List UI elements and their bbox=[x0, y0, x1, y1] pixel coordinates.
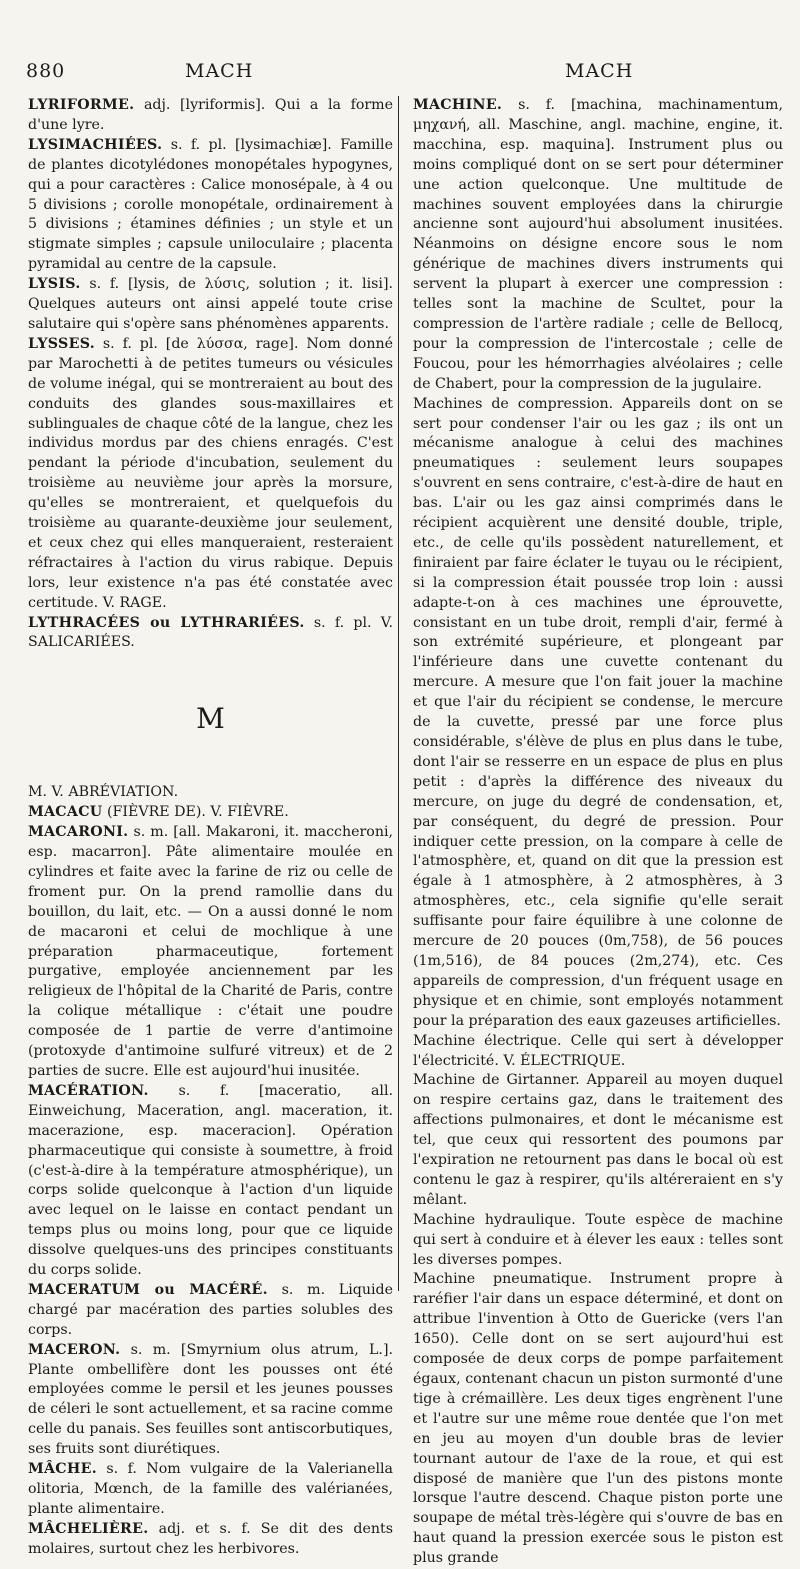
entry-text: s. m. Liquide chargé par macération des parties solubles des corps. bbox=[28, 1281, 393, 1338]
entry-text: s. f. [maceratio, all. Einweichung, Maceration, angl. maceration, it. macerazione, esp. maceracion]. Opération pharmaceutique qui consiste à soumettre, à froid (c'est-à-dire à la température atmosphérique), un corps solide quelconque à l'action d'un liquide avec lequel on le laisse en contact pendant un temps plus ou moins long, pour que ce liquide dissolve quelques-uns des principes constituants du corps solide. bbox=[28, 1082, 394, 1279]
right-column bbox=[413, 96, 783, 1569]
sub-entry bbox=[413, 1211, 783, 1271]
sub-entry bbox=[413, 1071, 783, 1210]
dictionary-entry bbox=[28, 335, 393, 614]
entry-text: s. f. [machina, machinamentum, μηχανή, all. Maschine, angl. machine, engine, it. macchina, esp. maquina]. Instrument plus ou moins compliqué dont on se sert pour déterminer une action quelconque. Une multitude de machines souvent employées dans la chirurgie ancienne sont aujourd'hui absolument inusitées. Néanmoins on désigne encore sous le nom générique de machines divers instruments qui servent la plupart à exercer une compression : telles sont la machine de Scultet, pour la compression de l'artère radiale ; celle de Bellocq, pour la compression de l'intercostale ; celle de Foucou, pour les hémorrhagies alvéolaires ; celle de Chabert, pour la compression de la jugulaire. bbox=[413, 97, 783, 392]
sub-entry bbox=[413, 395, 783, 1032]
entry-text: s. f. pl. [lysimachiæ]. Famille de plantes dicotylédones monopétales hypogynes, qui a pour caractères : Calice monosépale, à 4 ou 5 divisions ; corolle monopétale, ordinairement à 5 divisions ; étamines définies ; un style et un stigmate simples ; capsule uniloculaire ; placenta pyramidal au centre de la capsule. bbox=[28, 136, 393, 273]
dictionary-entry bbox=[413, 96, 783, 395]
headword: MACÉRATION. bbox=[28, 1082, 149, 1099]
entry-text: Machine de Girtanner. Appareil au moyen duquel on respire certains gaz, dans le traitement des affections pulmonaires, et dont le mécanisme est tel, que ceux qui ressortent des poumons par l'expiration ne retournent pas dans le bocal où est contenu le gaz à respirer, qu'ils altéreraient en s'y mêlant. bbox=[413, 1072, 783, 1208]
headword: LYRIFORME. bbox=[28, 97, 135, 113]
entry-text: (FIÈVRE DE). V. FIÈVRE. bbox=[107, 804, 289, 821]
dictionary-entry bbox=[28, 1281, 393, 1341]
page-number: 880 bbox=[26, 60, 66, 82]
entry-text: s. m. [Smyrnium olus atrum, L.]. Plante ombellifère dont les pousses ont été employées comme le persil et les jeunes pousses de céleri le sont actuellement, et sa racine comme celle du panais. Ses feuilles sont antiscorbutiques, ses fruits sont diurétiques. bbox=[28, 1341, 393, 1458]
headword: MACHINE. bbox=[413, 97, 503, 113]
dictionary-entry bbox=[28, 1082, 393, 1281]
dictionary-entry bbox=[28, 275, 393, 335]
headword: MACERATUM ou MACÉRÉ. bbox=[28, 1281, 268, 1298]
entry-text: Machines de compression. Appareils dont on se sert pour condenser l'air ou les gaz ; ils ont un mécanisme analogue à celui des machines pneumatiques : seulement leurs soupapes s'ouvrent en sens contraire, c'est-à-dire de haut en bas. L'air ou les gaz ainsi comprimés dans le récipient acquièrent une densité double, triple, etc., de celle qu'ils possèdent naturellement, et finiraient par faire éclater le tuyau ou le récipient, si la compression était poussée trop loin : aussi adapte-t-on à ces machines une éprouvette, consistant en un tube droit, rempli d'air, fermé à son extrémité supérieure, et plongeant par l'inférieure dans une cuvette contenant du mercure. A mesure que l'on fait jouer la machine et que l'air du récipient se condense, le mercure de la cuvette, pressé par une force plus considérable, s'élève de plus en plus dans le tube, dont l'air se resserre en un espace de plus en plus petit : d'après la différence des niveaux du mercure, on juge du degré de condensation, et, par conséquent, du degré de pression. Pour indiquer cette pression, on la compare à celle de l'atmosphère, et, quand on dit que la pression est égale à 1 atmosphère, à 2 atmosphères, à 3 atmosphères, etc., cela signifie qu'elle serait suffisante pour faire équilibre à une colonne de mercure de 20 pouces (0m,758), de 56 pouces (1m,516), de 84 pouces (2m,274), etc. Ces appareils de compression, d'un fréquent usage en physique et en chimie, sont employés notamment pour la préparation des eaux gazeuses artificielles. bbox=[413, 395, 783, 1029]
entry-text: adj. et s. f. Se dit des dents molaires, surtout chez les herbivores. bbox=[28, 1520, 393, 1557]
entry-text: Machine électrique. Celle qui sert à développer l'électricité. V. ÉLECTRIQUE. bbox=[413, 1032, 783, 1069]
dictionary-entry bbox=[28, 1520, 393, 1560]
entry-text: s. f. pl. V. SALICARIÉES. bbox=[28, 614, 393, 651]
headword: MACARONI. bbox=[28, 824, 129, 841]
dictionary-entry bbox=[28, 614, 393, 654]
headword: MÂCHE. bbox=[28, 1461, 97, 1478]
sub-entry bbox=[413, 1032, 783, 1072]
entry-text: s. f. pl. [de λύσσα, rage]. Nom donné par Marochetti à de petites tumeurs ou vésicules de volume inégal, qui se montreraient au bout des conduits des glandes sous-maxillaires et sublinguales de chaque côté de la langue, chez les individus mordus par des chiens enragés. C'est pendant la période d'incubation, seulement du troisième au neuvième jour après la morsure, qu'elles se montreraient, et quelquefois du troisième au quarante-deuxième jour seulement, et ceux chez qui elles manqueraient, resteraient réfractaires à l'action du virus rabique. Depuis lors, leur existence n'a pas été constatée avec certitude. V. RAGE. bbox=[28, 335, 393, 611]
left-column bbox=[28, 96, 393, 1560]
running-head-right: MACH bbox=[565, 60, 634, 82]
section-letter: M bbox=[196, 702, 225, 736]
dictionary-entry bbox=[28, 96, 393, 136]
abbreviation-entry: M. V. ABRÉVIATION. bbox=[28, 784, 179, 801]
headword: LYSIS. bbox=[28, 276, 81, 293]
dictionary-entry bbox=[28, 136, 393, 275]
entry-text: adj. [lyriformis]. Qui a la forme d'une lyre. bbox=[28, 97, 393, 133]
headword: MACACU bbox=[28, 804, 103, 821]
headword: LYSIMACHIÉES. bbox=[28, 136, 163, 153]
headword: MÂCHELIÈRE. bbox=[28, 1520, 149, 1537]
entry-text: s. m. [all. Makaroni, it. maccheroni, esp. macarron]. Pâte alimentaire moulée en cylindres et faite avec la farine de riz ou celle de froment pur. On la prend ramollie dans du bouillon, du lait, etc. — On a aussi donné le nom de macaroni et celui de mochlique à une préparation pharmaceutique, fortement purgative, employée anciennement par les religieux de l'hôpital de la Charité de Paris, contre la colique métallique : c'était une poudre composée de 1 partie de verre d'antimoine (protoxyde d'antimoine sulfuré vitreux) et de 2 parties de sucre. Elle est aujourd'hui inusitée. bbox=[28, 824, 394, 1079]
entry-text: s. f. [lysis, de λύσις, solution ; it. lisi]. Quelques auteurs ont ainsi appelé toute crise salutaire qui s'opère sans phénomènes apparents. bbox=[28, 276, 393, 332]
entry-text: Machine hydraulique. Toute espèce de machine qui sert à conduire et à élever les eaux : telles sont les diverses pompes. bbox=[413, 1211, 783, 1268]
dictionary-entry bbox=[28, 1460, 393, 1520]
dictionary-entry bbox=[28, 803, 393, 823]
dictionary-entry bbox=[28, 1341, 393, 1460]
headword: MACERON. bbox=[28, 1341, 121, 1358]
dictionary-entry bbox=[28, 823, 393, 1082]
headword: LYSSES. bbox=[28, 335, 95, 352]
running-head-left: MACH bbox=[185, 60, 254, 82]
sub-entry bbox=[413, 1270, 783, 1569]
column-divider bbox=[398, 96, 399, 1291]
headword: LYTHRACÉES ou LYTHRARIÉES. bbox=[28, 614, 305, 631]
entry-text: s. f. Nom vulgaire de la Valerianella olitoria, Mœnch, de la famille des valérianées, plante alimentaire. bbox=[28, 1461, 393, 1517]
entry-text: Machine pneumatique. Instrument propre à raréfier l'air dans un espace déterminé, et dont on attribue l'invention à Otto de Guericke (vers l'an 1650). Celle dont on se sert aujourd'hui est composée de deux corps de pompe parfaitement égaux, contenant chacun un piston surmonté d'une tige à crémaillère. Les deux tiges engrènent l'une et l'autre sur une même roue dentée que l'on met en jeu au moyen d'un double bras de levier tournant autour de l'axe de la roue, et qui est disposé de manière que l'un des pistons monte lorsque l'autre descend. Chaque piston porte une soupape de métal très-légère qui s'ouvre de bas en haut quand la pression exercée sous le piston est plus grande bbox=[413, 1271, 783, 1567]
